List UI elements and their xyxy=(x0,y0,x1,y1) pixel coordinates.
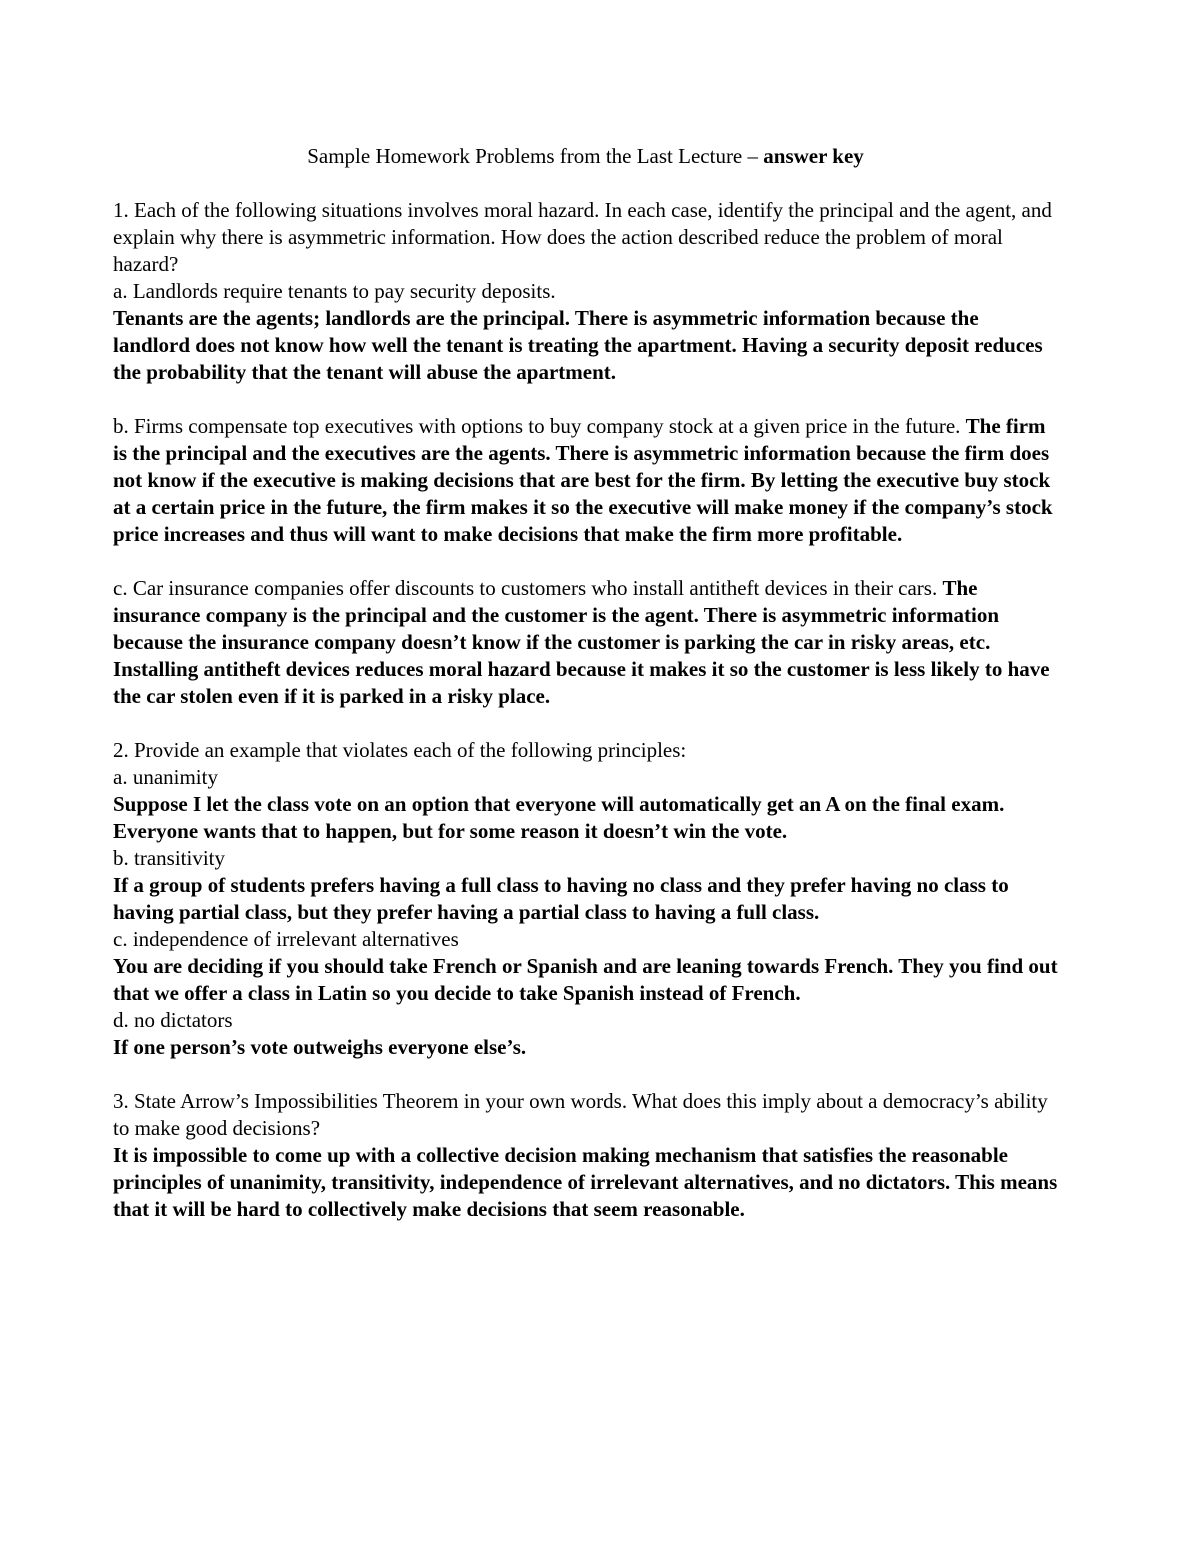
spacer xyxy=(113,386,1058,413)
q2-prompt: 2. Provide an example that violates each of the following principles: xyxy=(113,738,687,762)
q1-a-label: a. Landlords require tenants to pay security deposits. xyxy=(113,279,556,303)
title-plain: Sample Homework Problems from the Last Lecture – xyxy=(307,144,764,168)
q1-a-answer: Tenants are the agents; landlords are the principal. There is asymmetric information because the landlord does not know how well the tenant is treating the apartment. Having a security deposit reduces the probability that the tenant will abuse the apartment. xyxy=(113,306,1043,384)
q1-prompt: 1. Each of the following situations involves moral hazard. In each case, identify the principal and the agent, and explain why there is asymmetric information. How does the action described reduce the problem of moral hazard? xyxy=(113,198,1052,276)
q2-d-answer: If one person’s vote outweighs everyone else’s. xyxy=(113,1035,527,1059)
q1-c-label: c. Car insurance companies offer discounts to customers who install antitheft devices in their cars. xyxy=(113,576,943,600)
q2-a-answer: Suppose I let the class vote on an option that everyone will automatically get an A on the final exam. Everyone wants that to happen, but for some reason it doesn’t win the vote. xyxy=(113,792,1005,843)
document-content xyxy=(113,143,1058,1223)
q3-prompt: 3. State Arrow’s Impossibilities Theorem in your own words. What does this imply about a democracy’s ability to make good decisions? xyxy=(113,1089,1048,1140)
spacer xyxy=(113,710,1058,737)
q2-c-label: c. independence of irrelevant alternatives xyxy=(113,927,459,951)
document-title xyxy=(113,143,1058,170)
q2-c-answer: You are deciding if you should take French or Spanish and are leaning towards French. They you find out that we offer a class in Latin so you decide to take Spanish instead of French. xyxy=(113,954,1058,1005)
title-bold: answer key xyxy=(763,144,864,168)
q1-c-item xyxy=(113,575,1058,710)
q2-b-label: b. transitivity xyxy=(113,846,225,870)
q1-b-label: b. Firms compensate top executives with options to buy company stock at a given price in the future. xyxy=(113,414,966,438)
spacer xyxy=(113,548,1058,575)
q2-a-label: a. unanimity xyxy=(113,765,218,789)
q2-b-answer: If a group of students prefers having a full class to having no class and they prefer having no class to having partial class, but they prefer having a partial class to having a full class. xyxy=(113,873,1009,924)
q2-d-label: d. no dictators xyxy=(113,1008,233,1032)
q1-b-item xyxy=(113,413,1058,548)
q1-b-answer: The firm is the principal and the executives are the agents. There is asymmetric information because the firm does not know if the executive is making decisions that are best for the firm. By letting the executive buy stock at a certain price in the future, the firm makes it so the executive will make money if the company’s stock price increases and thus will want to make decisions that make the firm more profitable. xyxy=(113,414,1053,546)
spacer xyxy=(113,1061,1058,1088)
q1-c-answer: The insurance company is the principal and the customer is the agent. There is asymmetric information because the insurance company doesn’t know if the customer is parking the car in risky areas, etc. Installing antitheft devices reduces moral hazard because it makes it so the customer is less likely to have the car stolen even if it is parked in a risky place. xyxy=(113,576,1050,708)
q3-answer: It is impossible to come up with a collective decision making mechanism that satisfies the reasonable principles of unanimity, transitivity, independence of irrelevant alternatives, and no dictators. This means that it will be hard to collectively make decisions that seem reasonable. xyxy=(113,1143,1058,1221)
